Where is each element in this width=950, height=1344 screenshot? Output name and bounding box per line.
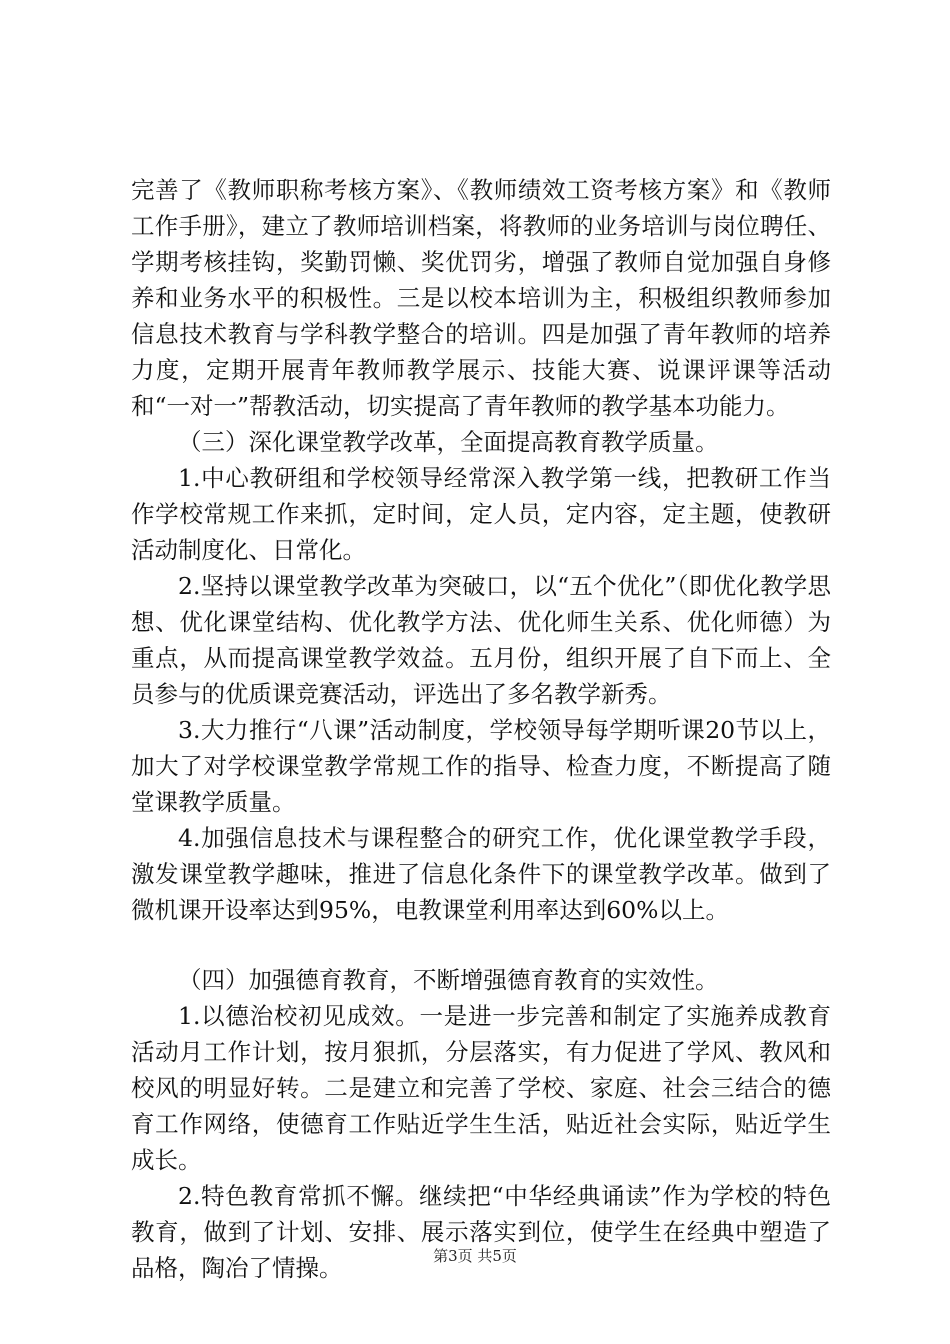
paragraph-item-2-five-optimizations: 2.坚持以课堂教学改革为突破口，以“五个优化”（即优化教学思想、优化课堂结构、优化教学方法、优化师生关系、优化师德）为重点，从而提高课堂教学效益。五月份，组织开展了自下而上、全员参与的优质课竞赛活动，评选出了多名教学新秀。 [131,572,831,708]
section-heading-moral-education: （四）加强德育教育，不断增强德育教育的实效性。 [178,966,719,994]
paragraph-teacher-training: 完善了《教师职称考核方案》、《教师绩效工资考核方案》和《教师工作手册》，建立了教师培训档案，将教师的业务培训与岗位聘任、学期考核挂钩，奖勤罚懒、奖优罚劣，增强了教师自觉加强自身修养和业务水平的积极性。三是以校本培训为主，积极组织教师参加信息技术教育与学科教学整合的培训。四是加强了青年教师的培养力度，定期开展青年教师教学展示、技能大赛、说课评课等活动和“一对一”帮教活动，切实提高了青年教师的教学基本功能力。 [131,176,831,420]
page-footer [0,1246,950,1266]
paragraph-item-2-featured-education: 2.特色教育常抓不懈。继续把“中华经典诵读”作为学校的特色教育，做到了计划、安排、展示落实到位，使学生在经典中塑造了品格，陶冶了情操。 [131,1182,831,1282]
section-heading-classroom-reform: （三）深化课堂教学改革，全面提高教育教学质量。 [178,428,719,456]
paragraph-item-4-it-integration: 4.加强信息技术与课程整合的研究工作，优化课堂教学手段，激发课堂教学趣味，推进了信息化条件下的课堂教学改革。做到了微机课开设率达到95%，电教课堂利用率达到60%以上。 [131,824,831,924]
paragraph-item-1-teaching-research: 1.中心教研组和学校领导经常深入教学第一线，把教研工作当作学校常规工作来抓，定时间，定人员，定内容，定主题，使教研活动制度化、日常化。 [131,464,831,564]
paragraph-item-3-eight-lessons: 3.大力推行“八课”活动制度，学校领导每学期听课20节以上，加大了对学校课堂教学常规工作的指导、检查力度，不断提高了随堂课教学质量。 [131,716,831,816]
page-number: 第3页 共5页 [433,1247,517,1265]
document-body [131,172,831,1286]
paragraph-item-1-moral-governance: 1.以德治校初见成效。一是进一步完善和制定了实施养成教育活动月工作计划，按月狠抓，分层落实，有力促进了学风、教风和校风的明显好转。二是建立和完善了学校、家庭、社会三结合的德育工作网络，使德育工作贴近学生生活，贴近社会实际，贴近学生成长。 [131,1002,831,1174]
